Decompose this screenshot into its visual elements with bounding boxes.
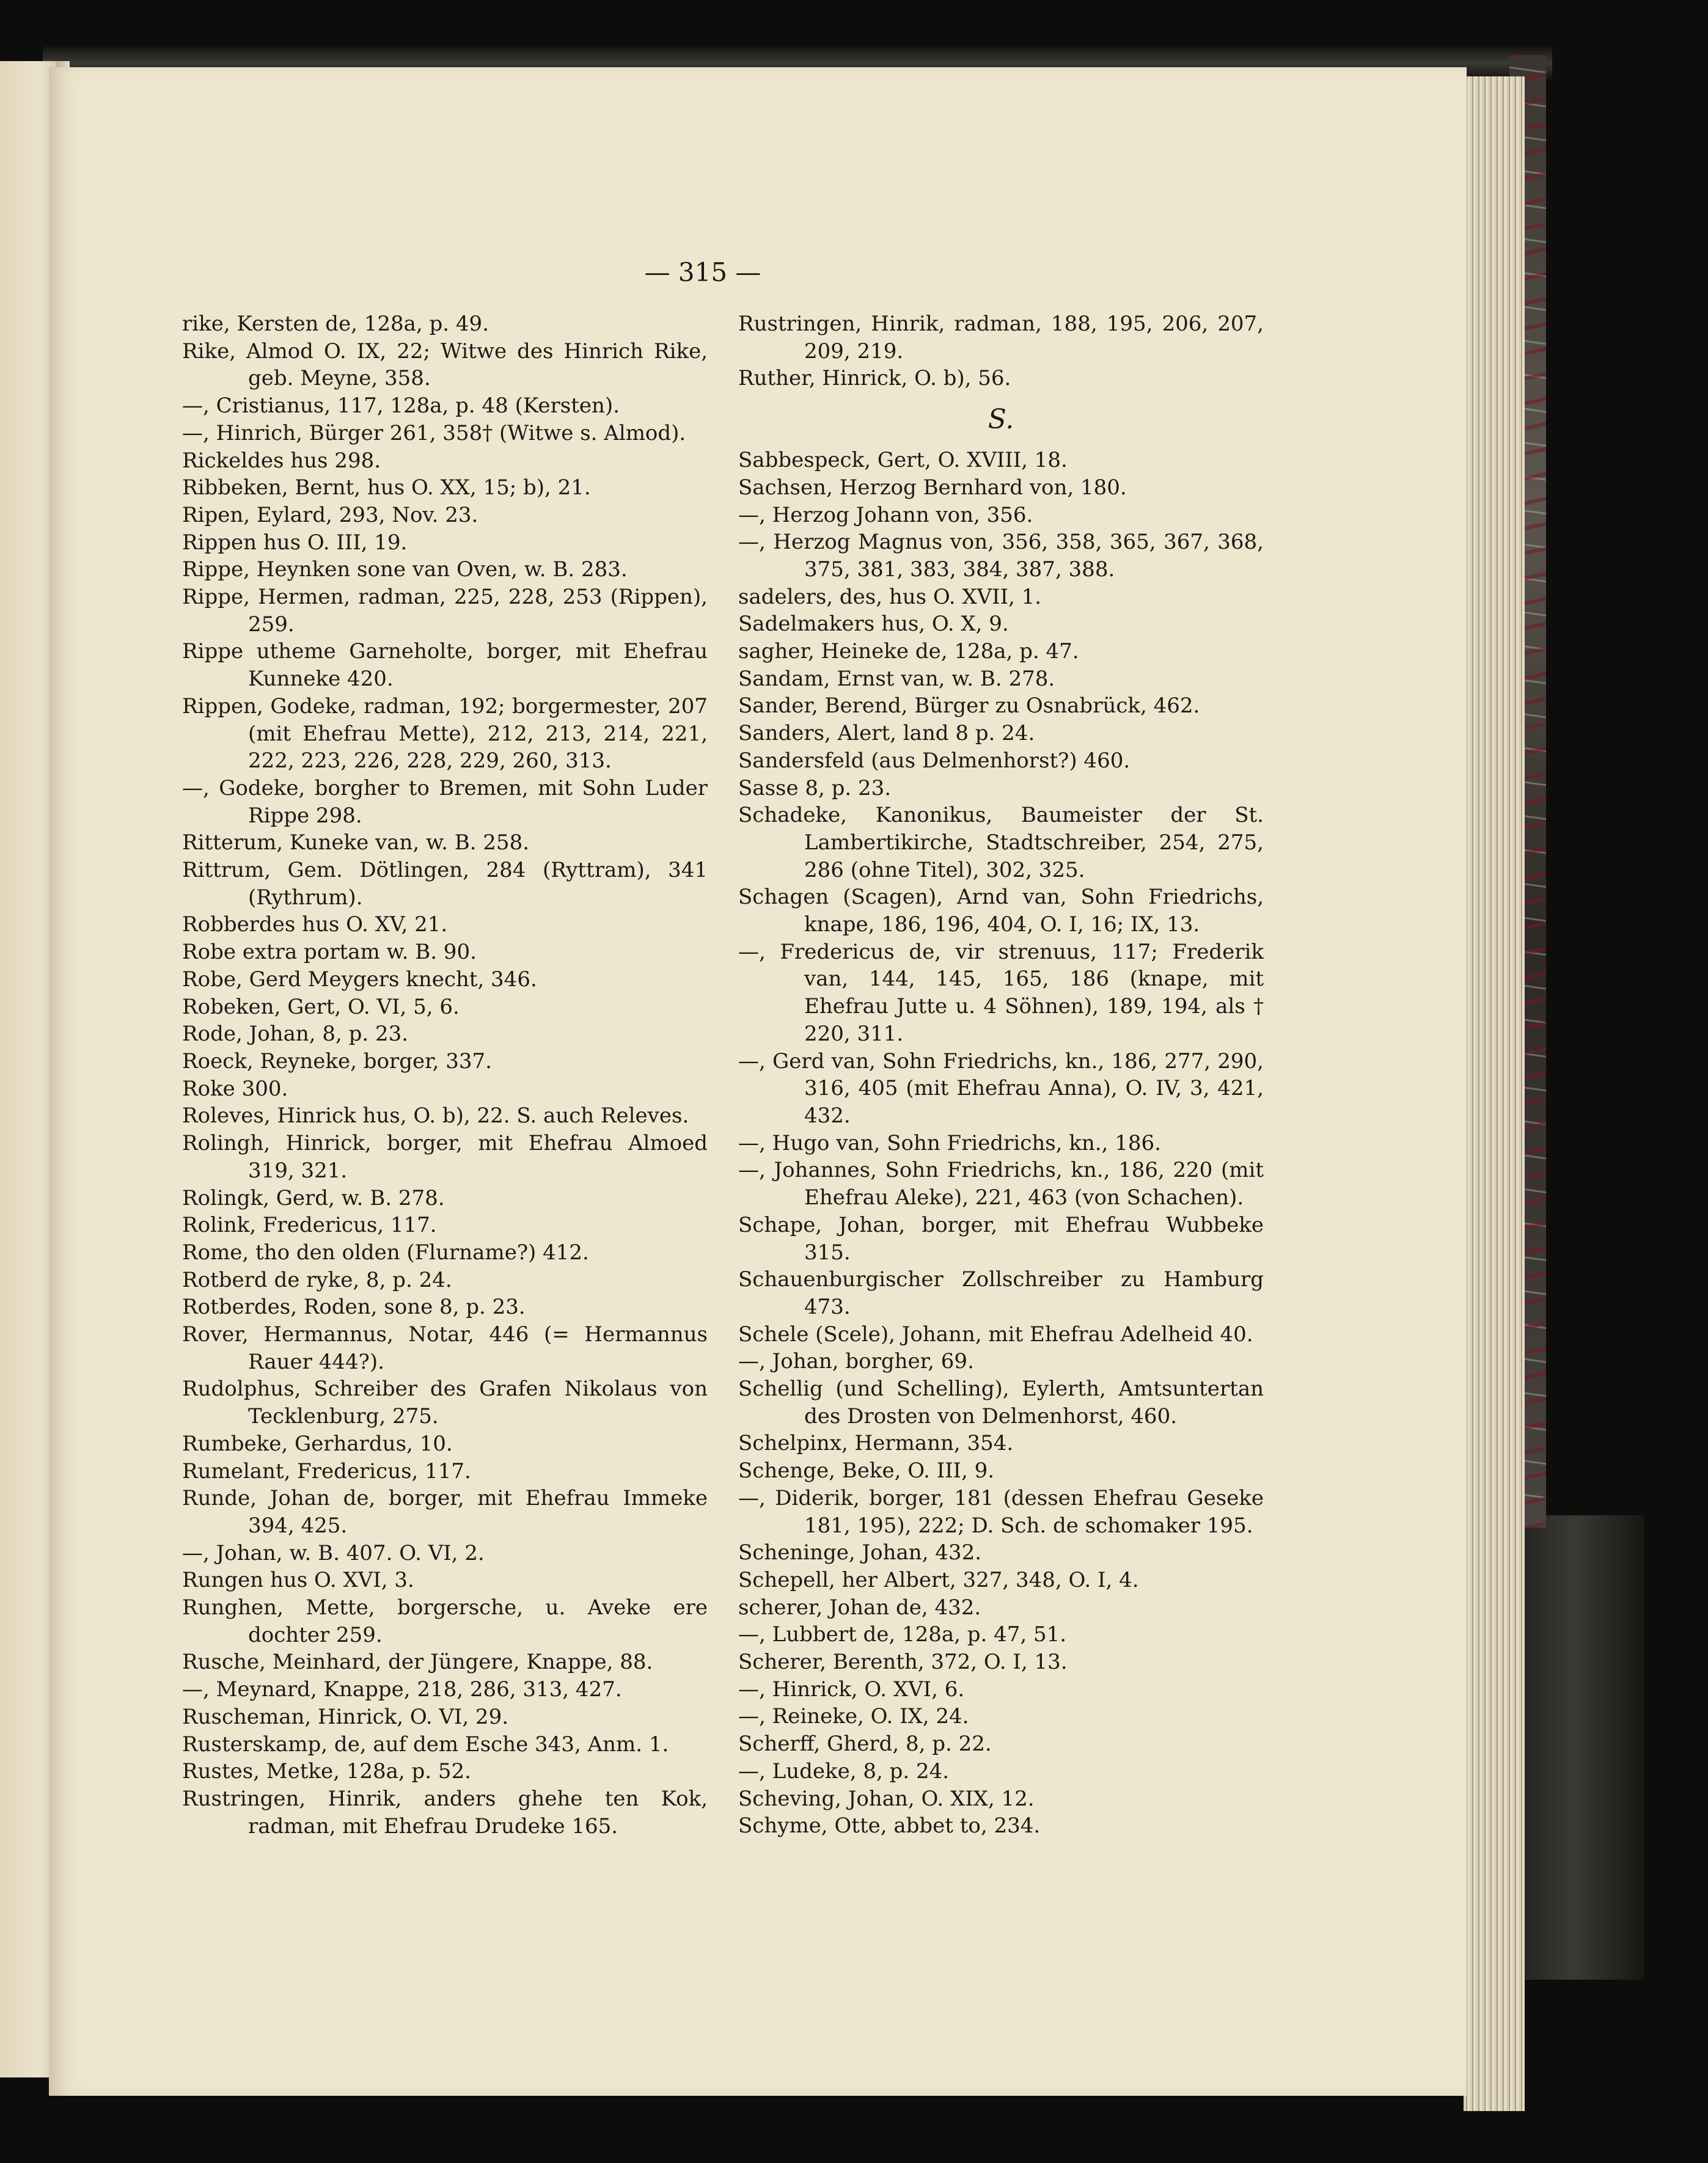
index-entry: Rotberdes, Roden, sone 8, p. 23. — [182, 1295, 526, 1320]
index-entry: Ripen, Eylard, 293, Nov. 23. — [182, 502, 478, 527]
index-entry: Sasse 8, p. 23. — [738, 775, 892, 800]
index-entry: Scheving, Johan, O. XIX, 12. — [738, 1786, 1035, 1811]
index-entry: Robe, Gerd Meygers knecht, 346. — [182, 967, 537, 992]
index-entry: Rike, Almod O. IX, 22; Witwe des Hinrich Rike, geb. Meyne, 358. — [182, 339, 708, 391]
index-entry: —, Herzog Johann von, 356. — [738, 502, 1033, 527]
index-entry: Rudolphus, Schreiber des Grafen Nikolaus von Tecklenburg, 275. — [182, 1377, 708, 1429]
index-entry: Schape, Johan, borger, mit Ehefrau Wubbeke 315. — [738, 1212, 1264, 1265]
index-entry: Robeken, Gert, O. VI, 5, 6. — [182, 994, 460, 1019]
index-entry: Scheninge, Johan, 432. — [738, 1540, 982, 1565]
index-entry: Rolingh, Hinrick, borger, mit Ehefrau Almoed 319, 321. — [182, 1131, 708, 1183]
index-entry: —, Reineke, O. IX, 24. — [738, 1704, 969, 1729]
index-entry: —, Johannes, Sohn Friedrichs, kn., 186, 220 (mit Ehefrau Aleke), 221, 463 (von Schachen). — [738, 1158, 1264, 1210]
index-entry: —, Hinrich, Bürger 261, 358† (Witwe s. Almod). — [182, 420, 686, 445]
index-entry: Sandersfeld (aus Delmenhorst?) 460. — [738, 748, 1131, 773]
page-edges — [1464, 76, 1525, 2111]
index-entry: Sadelmakers hus, O. X, 9. — [738, 612, 1009, 637]
index-entry: Rippe, Heynken sone van Oven, w. B. 283. — [182, 557, 628, 582]
index-entry: —, Gerd van, Sohn Friedrichs, kn., 186, 277, 290, 316, 405 (mit Ehefrau Anna), O. IV, 3, 421, 432. — [738, 1049, 1264, 1128]
index-entry: Rotberd de ryke, 8, p. 24. — [182, 1267, 452, 1292]
index-entry: Schele (Scele), Johann, mit Ehefrau Adelheid 40. — [738, 1322, 1253, 1347]
index-entry: Roleves, Hinrick hus, O. b), 22. S. auch Releves. — [182, 1103, 689, 1129]
index-entry: Sander, Berend, Bürger zu Osnabrück, 462. — [738, 694, 1200, 719]
index-entry: Rustes, Metke, 128a, p. 52. — [182, 1759, 471, 1784]
index-entry: Rustringen, Hinrik, anders ghehe ten Kok, radman, mit Ehefrau Drudeke 165. — [182, 1786, 708, 1839]
index-entry: Schagen (Scagen), Arnd van, Sohn Friedrichs, knape, 186, 196, 404, O. I, 16; IX, 13. — [738, 885, 1264, 937]
index-entry: —, Diderik, borger, 181 (dessen Ehefrau Geseke 181, 195), 222; D. Sch. de schomaker 195. — [738, 1485, 1264, 1538]
index-entry: —, Ludeke, 8, p. 24. — [738, 1759, 950, 1784]
index-entry: —, Herzog Magnus von, 356, 358, 365, 367, 368, 375, 381, 383, 384, 387, 388. — [738, 530, 1264, 582]
section-letter: S. — [988, 404, 1014, 436]
index-entry: Rippe utheme Garneholte, borger, mit Ehefrau Kunneke 420. — [182, 639, 708, 692]
right-column — [738, 310, 1264, 1840]
index-entry: Ruther, Hinrick, O. b), 56. — [738, 366, 1011, 391]
page-number: — 315 — — [644, 257, 761, 287]
right-column-bottom — [738, 447, 1264, 1840]
index-entry: Rolingk, Gerd, w. B. 278. — [182, 1185, 445, 1210]
index-entry: Roeck, Reyneke, borger, 337. — [182, 1049, 492, 1074]
index-entry: Schenge, Beke, O. III, 9. — [738, 1458, 995, 1484]
index-entry: —, Hugo van, Sohn Friedrichs, kn., 186. — [738, 1130, 1161, 1155]
index-entry: Schelpinx, Hermann, 354. — [738, 1431, 1014, 1456]
index-entry: scherer, Johan de, 432. — [738, 1595, 981, 1620]
index-entry: Rode, Johan, 8, p. 23. — [182, 1022, 409, 1047]
facing-page-edge — [0, 61, 56, 2077]
index-entry: Robberdes hus O. XV, 21. — [182, 912, 448, 937]
index-entry: —, Cristianus, 117, 128a, p. 48 (Kersten). — [182, 393, 620, 419]
index-entry: Rusche, Meinhard, der Jüngere, Knappe, 88. — [182, 1650, 653, 1675]
index-entry: Schauenburgischer Zollschreiber zu Hamburg 473. — [738, 1267, 1264, 1319]
right-column-top — [738, 310, 1264, 392]
index-entry: Scherer, Berenth, 372, O. I, 13. — [738, 1650, 1068, 1675]
index-entry: Rumelant, Fredericus, 117. — [182, 1458, 471, 1484]
index-entry: Runde, Johan de, borger, mit Ehefrau Immeke 394, 425. — [182, 1486, 708, 1538]
index-entry: —, Lubbert de, 128a, p. 47, 51. — [738, 1622, 1067, 1647]
index-entry: Ribbeken, Bernt, hus O. XX, 15; b), 21. — [182, 475, 591, 500]
index-entry: —, Johan, w. B. 407. O. VI, 2. — [182, 1540, 485, 1565]
index-entry: Ruscheman, Hinrick, O. VI, 29. — [182, 1704, 509, 1729]
index-entry: Scherff, Gherd, 8, p. 22. — [738, 1732, 992, 1757]
index-entry: Rickeldes hus 298. — [182, 448, 381, 473]
index-entry: sadelers, des, hus O. XVII, 1. — [738, 584, 1042, 609]
index-entry: Rungen hus O. XVI, 3. — [182, 1568, 414, 1593]
index-entry: —, Meynard, Knappe, 218, 286, 313, 427. — [182, 1677, 622, 1702]
index-entry: Schellig (und Schelling), Eylerth, Amtsuntertan des Drosten von Delmenhorst, 460. — [738, 1377, 1264, 1429]
index-entry: sagher, Heineke de, 128a, p. 47. — [738, 639, 1079, 664]
index-entry: Roke 300. — [182, 1076, 288, 1101]
index-entry: Sanders, Alert, land 8 p. 24. — [738, 721, 1035, 746]
index-entry: Rolink, Fredericus, 117. — [182, 1213, 437, 1238]
index-entry: Rusterskamp, de, auf dem Esche 343, Anm. 1. — [182, 1732, 669, 1757]
index-entry: Robe extra portam w. B. 90. — [182, 940, 477, 965]
index-entry: —, Godeke, borgher to Bremen, mit Sohn Luder Rippe 298. — [182, 775, 708, 828]
index-entry: Ritterum, Kuneke van, w. B. 258. — [182, 830, 530, 855]
index-entry: —, Hinrick, O. XVI, 6. — [738, 1677, 965, 1702]
index-entry: Schadeke, Kanonikus, Baumeister der St. Lambertikirche, Stadtschreiber, 254, 275, 286 (ohne Titel), 302, 325. — [738, 803, 1264, 882]
index-entry: Sabbespeck, Gert, O. XVIII, 18. — [738, 448, 1068, 473]
index-entry: Schyme, Otte, abbet to, 234. — [738, 1813, 1041, 1839]
index-entry: Rumbeke, Gerhardus, 10. — [182, 1431, 453, 1456]
index-entry: Sachsen, Herzog Bernhard von, 180. — [738, 475, 1127, 500]
index-entry: rike, Kersten de, 128a, p. 49. — [182, 312, 489, 336]
left-column — [182, 310, 708, 1840]
index-entry: Sandam, Ernst van, w. B. 278. — [738, 666, 1055, 691]
index-entry: Rippen, Godeke, radman, 192; borgermester, 207 (mit Ehefrau Mette), 212, 213, 214, 221, 222, 223, 226, 228, 229, 260, 313. — [182, 694, 708, 774]
index-entry: —, Johan, borgher, 69. — [738, 1349, 974, 1374]
index-entry: Rippe, Hermen, radman, 225, 228, 253 (Rippen), 259. — [182, 585, 708, 637]
index-entry: Runghen, Mette, borgersche, u. Aveke ere dochter 259. — [182, 1595, 708, 1647]
index-entry: Rittrum, Gem. Dötlingen, 284 (Ryttram), 341 (Rythrum). — [182, 858, 708, 910]
index-entry: Rustringen, Hinrik, radman, 188, 195, 206, 207, 209, 219. — [738, 312, 1264, 364]
index-entry: Rippen hus O. III, 19. — [182, 530, 408, 555]
index-entry: Rover, Hermannus, Notar, 446 (= Hermannus Rauer 444?). — [182, 1322, 708, 1374]
index-entry: Schepell, her Albert, 327, 348, O. I, 4. — [738, 1567, 1139, 1592]
index-entry: —, Fredericus de, vir strenuus, 117; Frederik van, 144, 145, 165, 186 (knape, mit Ehefrau Jutte u. 4 Söhnen), 189, 194, als † 220, 311. — [738, 939, 1264, 1046]
index-entry: Rome, tho den olden (Flurname?) 412. — [182, 1240, 589, 1265]
